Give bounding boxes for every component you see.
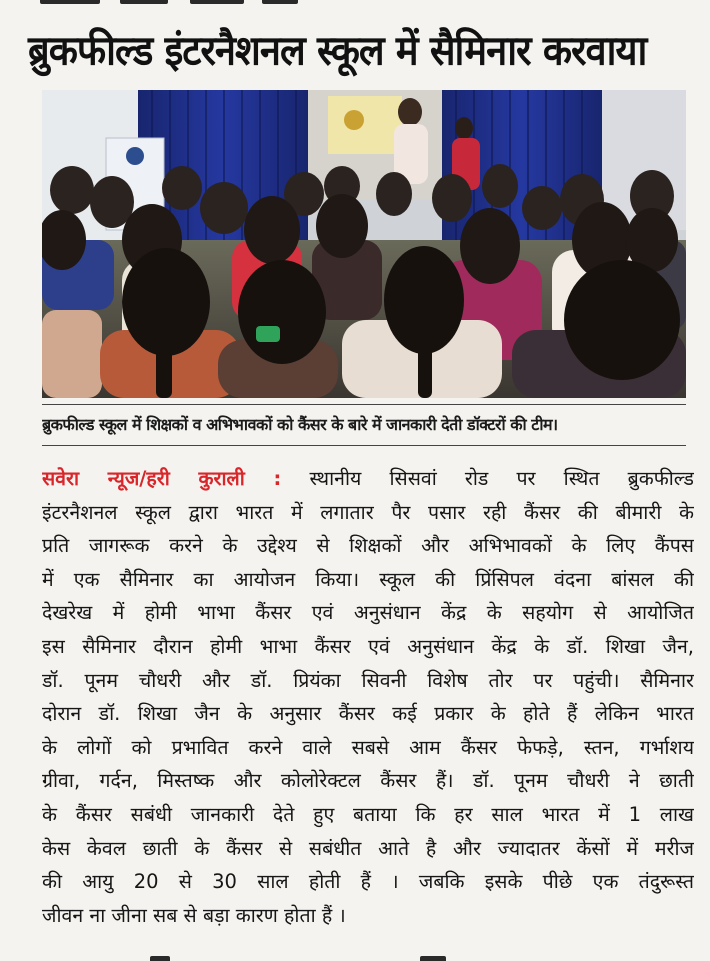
article-line-10: ग्रीवा, गर्दन, मिस्तष्क और कोलोरेक्टल कैंसर हैं। डॉ. पूनम चौधरी ने छाती <box>42 769 694 793</box>
article-headline: ब्रुकफील्ड इंटरनैशनल स्कूल में सैमिनार करवाया <box>28 26 647 75</box>
article-line-2: इंटरनैशनल स्कूल द्वारा भारत में लगातार पैर पसार रही कैंसर की बीमारी के <box>42 500 694 524</box>
photo-caption: ब्रुकफील्ड स्कूल में शिक्षकों व अभिभावकों को कैंसर के बारे में जानकारी देती डॉक्टरों की टीम। <box>42 404 686 446</box>
previous-article-fragment <box>0 0 710 14</box>
article-line-7: डॉ. पूनम चौधरी और डॉ. प्रियंका सिवनी विशेष तोर पर पहुंची। सैमिनार <box>42 668 694 692</box>
article-line-12: केस केवल छाती के कैंसर से सबंधीत आते है और ज्यादातर केंसों में मरीज <box>42 836 694 860</box>
article-line-14: जीवन ना जीना सब से बड़ा कारण होता हैं । <box>42 903 346 927</box>
article-line-8: दोरान डॉ. शिखा जैन के अनुसार कैंसर कई प्रकार के होते हैं लेकिन भारत <box>42 702 694 726</box>
byline: सवेरा न्यूज/हरी कुराली : <box>42 467 282 490</box>
article-line-9: के लोगों को प्रभावित करने वाले सबसे आम कैंसर फेफड़े, स्तन, गर्भाशय <box>42 735 694 759</box>
article-line-3: प्रति जागरूक करने के उद्देश्य से शिक्षकों और अभिभावकों के लिए कैंपस <box>42 534 694 558</box>
article-line-text: स्थानीय सिसवां रोड पर स्थित ब्रुकफील्ड <box>281 467 694 490</box>
article-line-1 <box>42 462 694 496</box>
article-body <box>42 462 694 932</box>
seminar-photo <box>42 90 686 398</box>
next-article-fragment <box>0 950 710 961</box>
article-line-13: की आयु 20 से 30 साल होती हैं । जबकि इसके पीछे एक तंदुरूस्त <box>42 870 694 894</box>
article-line-6: इस सैमिनार दौरान होमी भाभा कैंसर एवं अनुसंधान केंद्र के डॉ. शिखा जैन, <box>42 634 694 658</box>
article-line-4: में एक सैमिनार का आयोजन किया। स्कूल की प्रिंसिपल वंदना बांसल की <box>42 567 694 591</box>
article-line-11: के कैंसर सबंधी जानकारी देते हुए बताया कि हर साल भारत में 1 लाख <box>42 802 694 826</box>
article-line-5: देखरेख में होमी भाभा कैंसर एवं अनुसंधान केंद्र के सहयोग से आयोजित <box>42 601 694 625</box>
